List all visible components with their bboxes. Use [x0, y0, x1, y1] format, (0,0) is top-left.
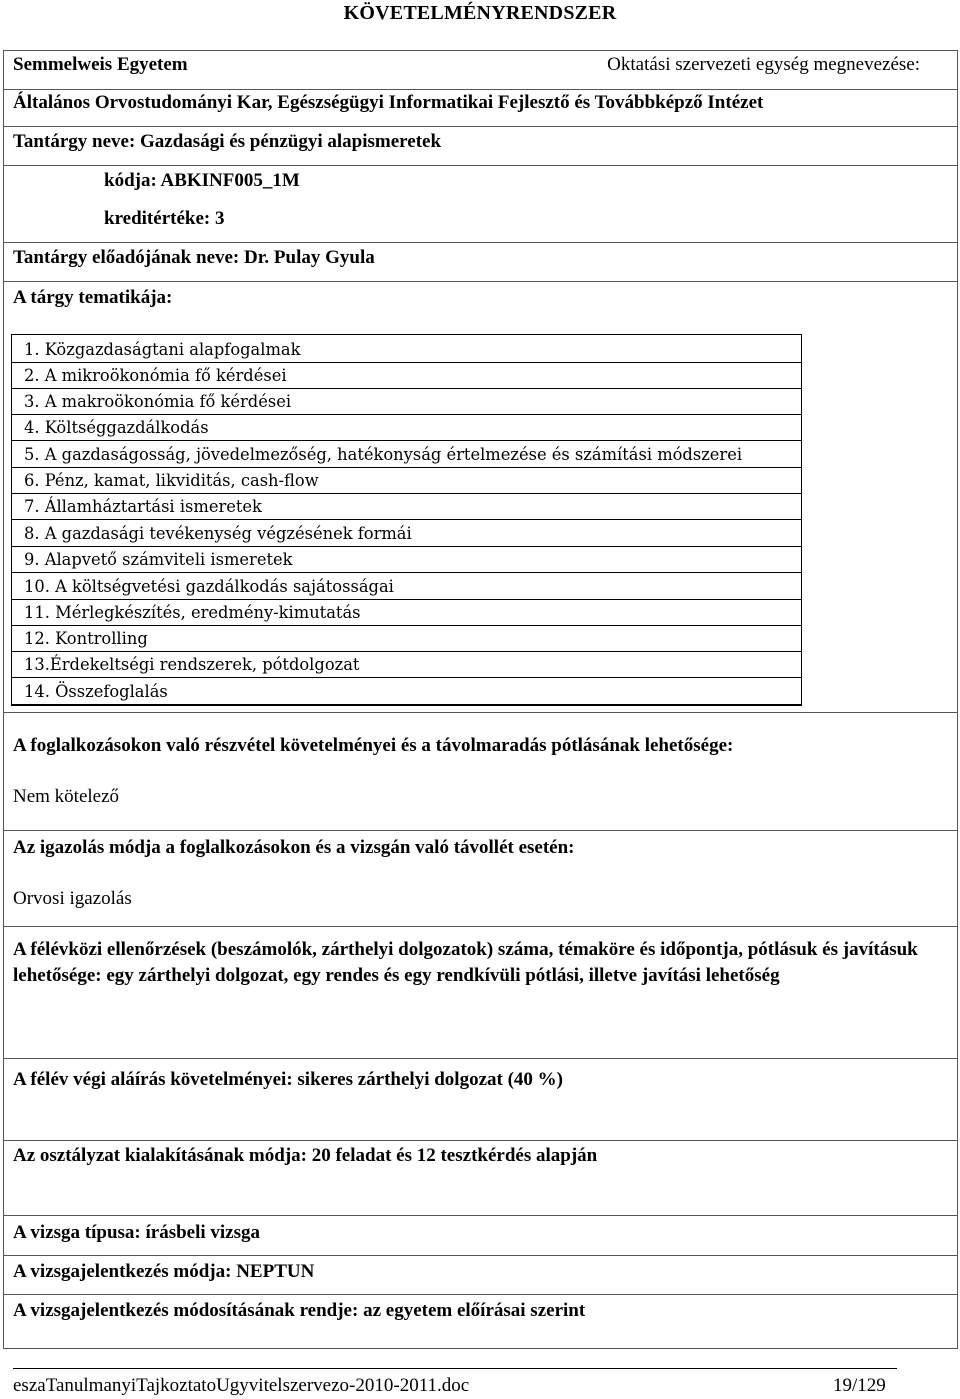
footer-rule: [13, 1368, 897, 1369]
exam-registration: A vizsgajelentkezés módja: NEPTUN: [13, 1261, 315, 1282]
divider: [3, 1294, 958, 1295]
lecturer: Tantárgy előadójának neve: Dr. Pulay Gyula: [13, 247, 375, 268]
footer-filename: eszaTanulmanyiTajkoztatoUgyvitelszervezo-2010-2011.doc: [13, 1375, 470, 1396]
topic-divider: [12, 519, 801, 520]
exam-registration-change: A vizsgajelentkezés módosításának rendje: az egyetem előírásai szerint: [13, 1300, 586, 1321]
divider: [3, 89, 958, 90]
attendance-answer: Nem kötelező: [13, 786, 120, 807]
course-code: kódja: ABKINF005_1M: [104, 170, 300, 191]
divider: [3, 1255, 958, 1256]
topic-divider: [12, 677, 801, 678]
header-row-university: [13, 53, 950, 77]
topic-item: 7. Államháztartási ismeretek: [24, 497, 262, 516]
topic-item: 14. Összefoglalás: [24, 682, 168, 701]
divider: [3, 165, 958, 166]
page-number: 19/129: [833, 1375, 886, 1396]
course-credits: kreditértéke: 3: [104, 208, 225, 229]
topic-item: 11. Mérlegkészítés, eredmény-kimutatás: [24, 603, 361, 622]
divider: [3, 926, 958, 927]
course-name: Tantárgy neve: Gazdasági és pénzügyi alapismeretek: [13, 131, 442, 152]
midterm-requirements: A félévközi ellenőrzések (beszámolók, zárthelyi dolgozatok) száma, témaköre és időpontja, pótlásuk és javításuk lehetősége: egy zárthelyi dolgozat, egy rendes és egy rendkívüli pótlási, illetve javítási lehetőség: [13, 939, 918, 986]
excuse-answer: Orvosi igazolás: [13, 888, 132, 909]
topic-item: 2. A mikroökonómia fő kérdései: [24, 366, 287, 385]
topic-item: 9. Alapvető számviteli ismeretek: [24, 550, 293, 569]
topics-heading: A tárgy tematikája:: [13, 287, 173, 308]
divider: [3, 1058, 958, 1059]
divider: [3, 126, 958, 127]
university-name: Semmelweis Egyetem: [13, 54, 188, 75]
topic-divider: [12, 572, 801, 573]
document-title: KÖVETELMÉNYRENDSZER: [343, 2, 617, 24]
unit-label: Oktatási szervezeti egység megnevezése:: [607, 54, 920, 75]
exam-type: A vizsga típusa: írásbeli vizsga: [13, 1222, 261, 1243]
topic-divider: [12, 440, 801, 441]
signature-requirements: A félév végi aláírás követelményei: sikeres zárthelyi dolgozat (40 %): [13, 1069, 563, 1090]
topic-item: 4. Költséggazdálkodás: [24, 418, 209, 437]
divider: [3, 1215, 958, 1216]
topic-item: 10. A költségvetési gazdálkodás sajátosságai: [24, 577, 394, 596]
topic-item: 12. Kontrolling: [24, 629, 148, 648]
divider: [3, 830, 958, 831]
topic-item: 3. A makroökonómia fő kérdései: [24, 392, 292, 411]
grading-method: Az osztályzat kialakításának módja: 20 feladat és 12 tesztkérdés alapján: [13, 1145, 598, 1166]
divider: [3, 242, 958, 243]
divider: [3, 1140, 958, 1141]
divider: [3, 281, 958, 282]
unit-name: Általános Orvostudományi Kar, Egészségügyi Informatikai Fejlesztő és Továbbképző Intézet: [13, 92, 764, 113]
topic-item: 13.Érdekeltségi rendszerek, pótdolgozat: [24, 655, 360, 674]
attendance-question: A foglalkozásokon való részvétel követelményei és a távolmaradás pótlásának lehetősége:: [13, 735, 734, 756]
topic-item: 5. A gazdaságosság, jövedelmezőség, hatékonyság értelmezése és számítási módszerei: [24, 445, 743, 464]
topic-item: 8. A gazdasági tevékenység végzésének formái: [24, 524, 412, 543]
topics-list: [11, 334, 802, 706]
divider: [3, 712, 958, 713]
topic-item: 1. Közgazdaságtani alapfogalmak: [24, 340, 301, 359]
topic-item: 6. Pénz, kamat, likviditás, cash-flow: [24, 471, 319, 490]
excuse-question: Az igazolás módja a foglalkozásokon és a vizsgán való távollét esetén:: [13, 837, 575, 858]
